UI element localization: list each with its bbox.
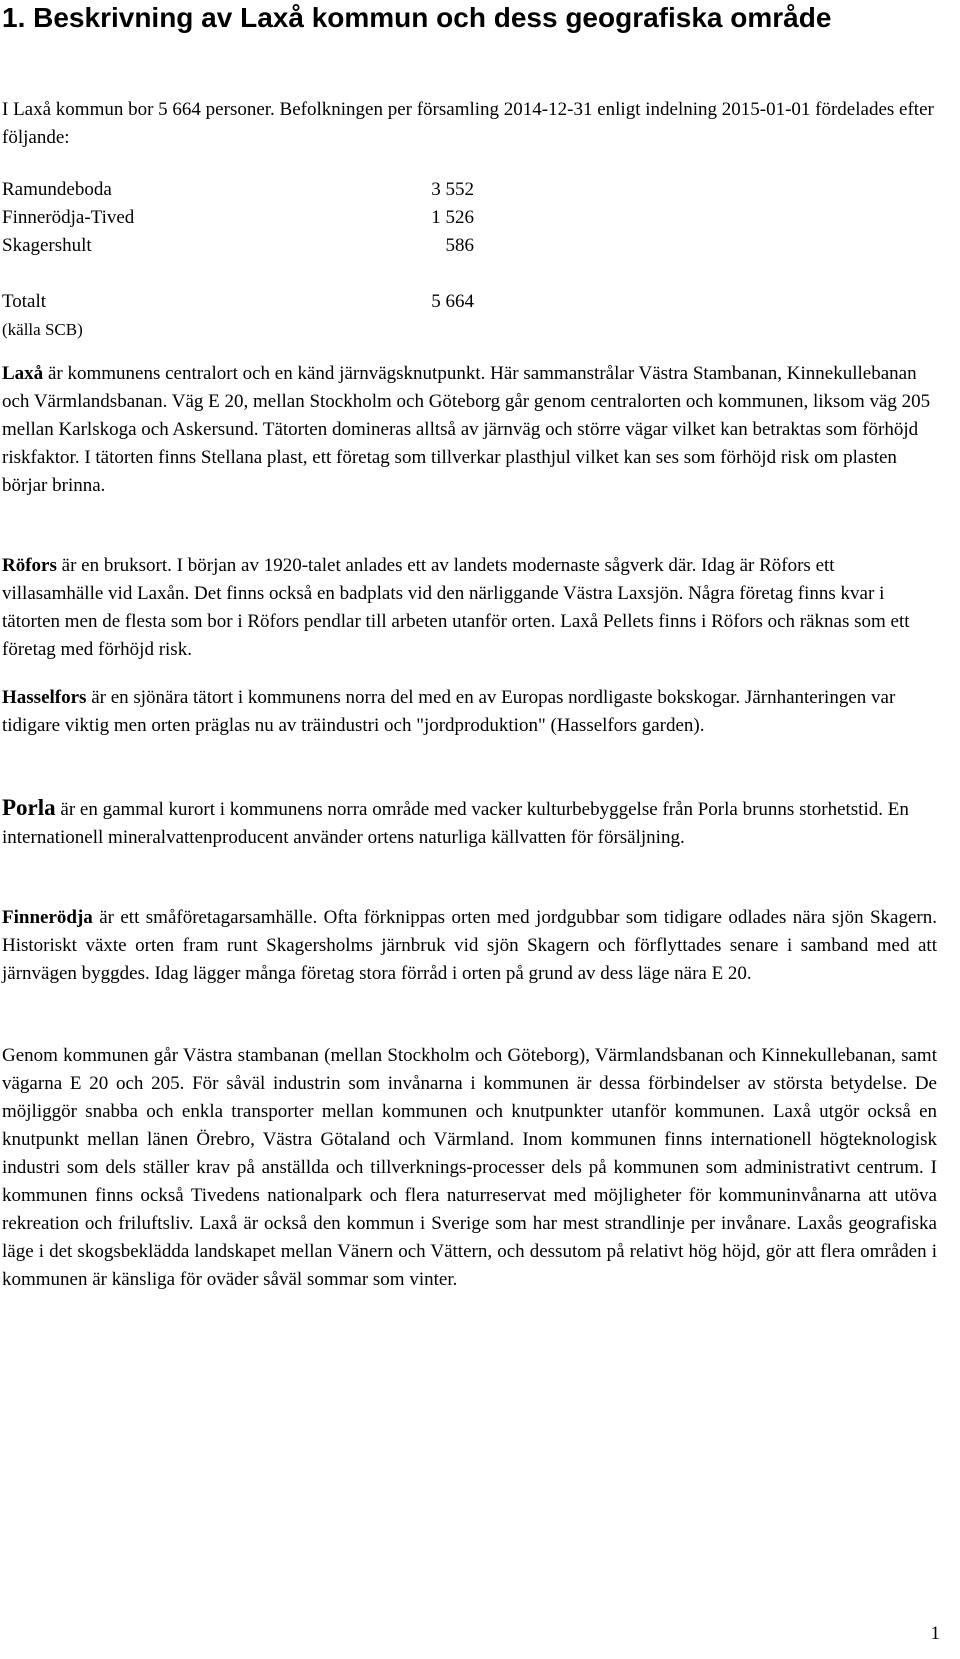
table-row-total (2, 288, 474, 316)
parish-name: Skagershult (2, 235, 92, 256)
paragraph-text: är kommunens centralort och en känd järnvägsknutpunkt. Här sammanstrålar Västra Stambanan, Kinnekullebanan och Värmlandsbanan. Väg E 20, mellan Stockholm och Göteborg går genom centralorten och kommunen, liksom väg 205 mellan Karlskoga och Askersund. Tätorten domineras alltså av järnväg och större vägar vilket kan betraktas som förhöjd riskfaktor. I tätorten finns Stellana plast, ett företag som tillverkar plasthjul vilket kan ses som förhöjd risk om plasten börjar brinna. (2, 363, 931, 496)
paragraph-finnerodja (2, 904, 937, 988)
paragraph-text: är en gammal kurort i kommunens norra område med vacker kulturbebyggelse från Porla brunns storhetstid. En internationell mineralvattenproducent använder ortens naturliga källvatten för försäljning. (2, 799, 909, 848)
place-name-laxa: Laxå (2, 363, 44, 384)
paragraph-text: är ett småföretagarsamhälle. Ofta förknippas orten med jordgubbar som tidigare odlades nära sjön Skagern. Historiskt växte orten fram runt Skagersholms järnbruk vid sjön Skagern och förflyttades senare i samband med att järnvägen byggdes. Idag lägger många företag stora förråd i orten på grund av dess läge nära E 20. (2, 907, 937, 984)
total-value: 5 664 (431, 291, 474, 312)
total-label: Totalt (2, 291, 47, 312)
paragraph-text: är en bruksort. I början av 1920-talet anlades ett av landets modernaste sågverk där. Idag är Röfors ett villasamhälle vid Laxån. Det finns också en badplats vid den närliggande Västra Laxsjön. Några företag finns kvar i tätorten men de flesta som bor i Röfors pendlar till arbeten utanför orten. Laxå Pellets finns i Röfors och räknas som ett företag med förhöjd risk. (2, 555, 910, 660)
place-name-porla: Porla (2, 795, 56, 820)
table-row (2, 176, 474, 204)
place-name-finnerodja: Finnerödja (2, 907, 93, 928)
parish-population: 1 526 (431, 207, 474, 228)
paragraph-laxa (2, 360, 937, 500)
table-row (2, 232, 474, 260)
parish-name: Ramundeboda (2, 179, 112, 200)
paragraph-hasselfors (2, 684, 937, 740)
paragraph-porla (2, 794, 937, 852)
table-row (2, 204, 474, 232)
population-table (2, 176, 474, 316)
source-note: (källa SCB) (2, 320, 83, 339)
parish-name: Finnerödja-Tived (2, 207, 135, 228)
paragraph-genom: Genom kommunen går Västra stambanan (mellan Stockholm och Göteborg), Värmlandsbanan och Kinnekullebanan, samt vägarna E 20 och 205. För såväl industrin som invånarna i kommunen är dessa förbindelser av största betydelse. De möjliggör snabba och enkla transporter mellan kommunen och knutpunkter utanför kommunen. Laxå utgör också en knutpunkt mellan länen Örebro, Västra Götaland och Värmland. Inom kommunen finns internationell högteknologisk industri som dels ställer krav på anställda och tillverknings-processer dels på kommunen som administrativt centrum. I kommunen finns också Tivedens nationalpark och flera naturreservat med möjligheter för kommuninvånarna att utöva rekreation och friluftsliv. Laxå är också den kommun i Sverige som har mest strandlinje per invånare. Laxås geografiska läge i det skogsbeklädda landskapet mellan Vänern och Vättern, och dessutom på relativt hög höjd, gör att flera områden i kommunen är känsliga för oväder såväl sommar som vinter. (2, 1045, 937, 1290)
place-name-hasselfors: Hasselfors (2, 687, 87, 708)
place-name-rofors: Röfors (2, 555, 57, 576)
parish-population: 3 552 (431, 179, 474, 200)
table-row-spacer (2, 260, 474, 288)
section-heading: 1. Beskrivning av Laxå kommun och dess geografiska område (2, 2, 832, 33)
paragraph-rofors (2, 552, 937, 664)
intro-paragraph: I Laxå kommun bor 5 664 personer. Befolkningen per församling 2014-12-31 enligt indelning 2015-01-01 fördelades efter följande: (2, 99, 934, 148)
paragraph-text: är en sjönära tätort i kommunens norra del med en av Europas nordligaste bokskogar. Järnhanteringen var tidigare viktig men orten präglas nu av träindustri och "jordproduktion" (Hasselfors garden). (2, 687, 896, 736)
parish-population: 586 (445, 235, 474, 256)
page-number: 1 (930, 1623, 940, 1644)
